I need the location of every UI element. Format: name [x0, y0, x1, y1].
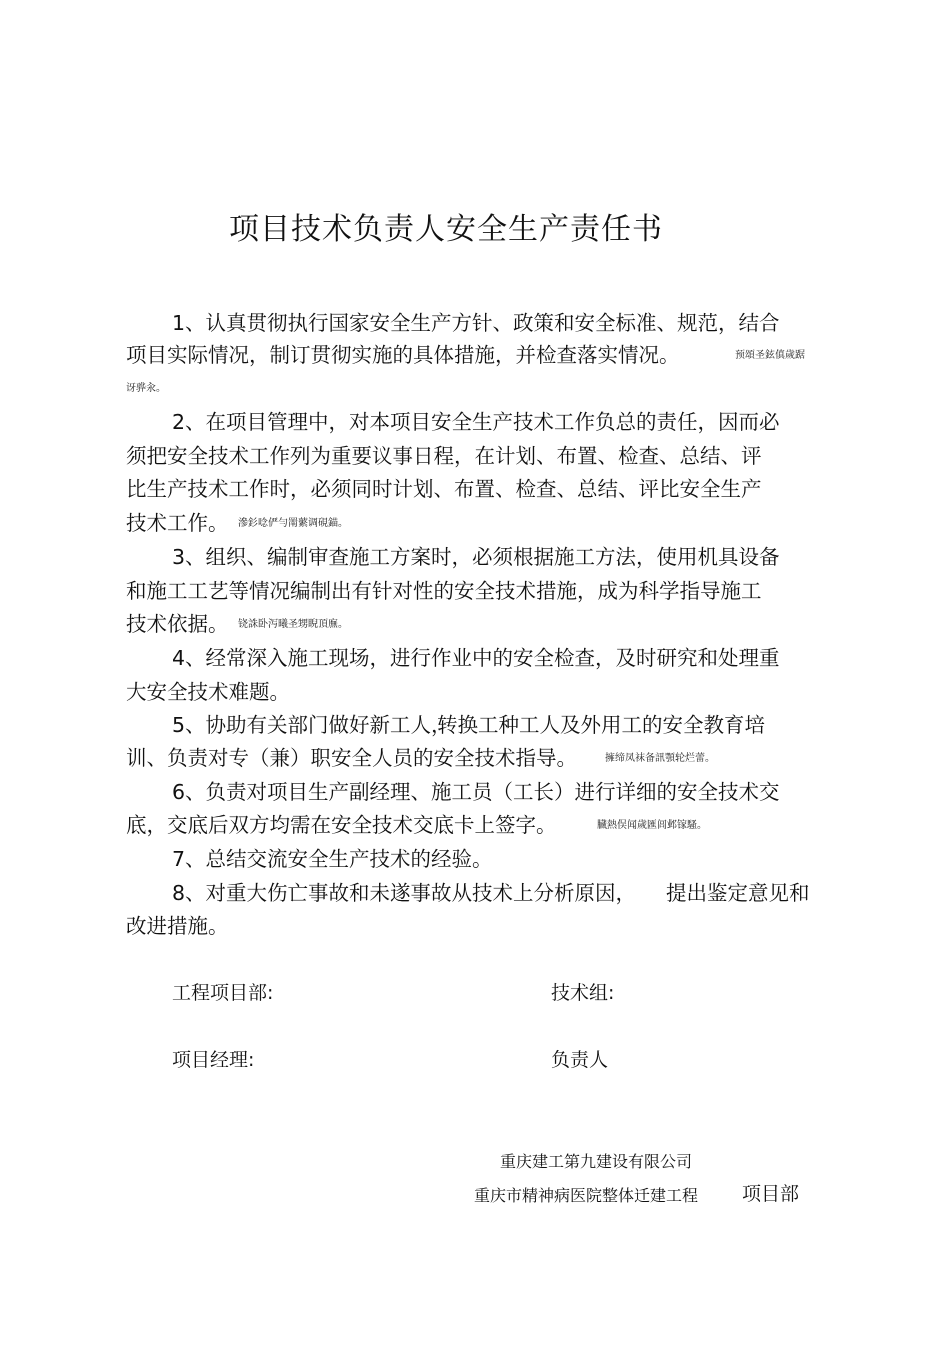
item-1-line-1: 1、认真贯彻执行国家安全生产方针、政策和安全标准、规范，结合	[172, 311, 780, 335]
item-1-line-2: 项目实际情况，制订贯彻实施的具体措施，并检查落实情况。	[126, 343, 680, 367]
signature-project-dept-label: 工程项目部:	[172, 982, 274, 1004]
item-2-noise: 滲釤唸俨勻罱蘩调硯錨。	[238, 518, 348, 529]
signature-tech-group-label: 技术组:	[551, 982, 615, 1004]
item-6-line-2: 底，交底后双方均需在安全技术交底卡上签字。	[126, 813, 557, 837]
footer-project: 重庆市精神病医院整体迁建工程	[474, 1186, 699, 1205]
item-3-noise: 铙誅卧泻曦圣甥睨頂廡。	[238, 619, 348, 630]
item-5-line-1b: 转换工种工人及外用工的安全教育培	[437, 713, 765, 737]
document-title: 项目技术负责人安全生产责任书	[229, 212, 663, 247]
item-6-line-1: 6、负责对项目生产副经理、施工员（工长）进行详细的安全技术交	[172, 780, 780, 804]
item-1-noise-2: 讶骅汆。	[126, 383, 166, 394]
item-5-line-1a: 5、协助有关部门做好新工人，	[172, 713, 452, 737]
item-4-line-2: 大安全技术难题。	[126, 680, 290, 704]
footer-company: 重庆建工第九建设有限公司	[500, 1152, 693, 1171]
item-3-line-3: 技术依据。	[126, 612, 229, 636]
item-7-line-1: 7、总结交流安全生产技术的经验。	[172, 847, 493, 871]
signature-responsible-label: 负责人	[551, 1049, 609, 1071]
item-8-line-2: 改进措施。	[126, 914, 229, 938]
item-8-line-1a: 8、对重大伤亡事故和未遂事故从技术上分析原因，	[172, 881, 637, 905]
item-5-noise: 擁缔凤袜备訊顎轮烂蕾。	[605, 753, 715, 764]
item-3-line-1: 3、组织、编制审查施工方案时，必须根据施工方法，使用机具设备	[172, 545, 780, 569]
item-5-line-2: 训、负责对专（兼）职安全人员的安全技术指导。	[126, 746, 577, 770]
footer-dept: 项目部	[742, 1183, 800, 1205]
item-3-line-2: 和施工工艺等情况编制出有针对性的安全技术措施，成为科学指导施工	[126, 579, 762, 603]
item-8-line-1b: 提出鉴定意见和	[666, 881, 810, 905]
item-4-line-1: 4、经常深入施工现场，进行作业中的安全检查，及时研究和处理重	[172, 646, 780, 670]
signature-project-manager-label: 项目经理:	[172, 1049, 255, 1071]
item-2-line-1: 2、在项目管理中，对本项目安全生产技术工作负总的责任，因而必	[172, 410, 780, 434]
item-2-line-2: 须把安全技术工作列为重要议事日程，在计划、布置、检查、总结、评	[126, 444, 762, 468]
item-2-line-3: 比生产技术工作时，必须同时计划、布置、检查、总结、评比安全生产	[126, 477, 762, 501]
item-6-noise: 臓熱俣闻歲匯闾邺镓騷。	[597, 820, 707, 831]
item-2-line-4: 技术工作。	[126, 511, 229, 535]
item-1-noise-1: 预頌圣鉉傎歲踞	[735, 350, 805, 361]
